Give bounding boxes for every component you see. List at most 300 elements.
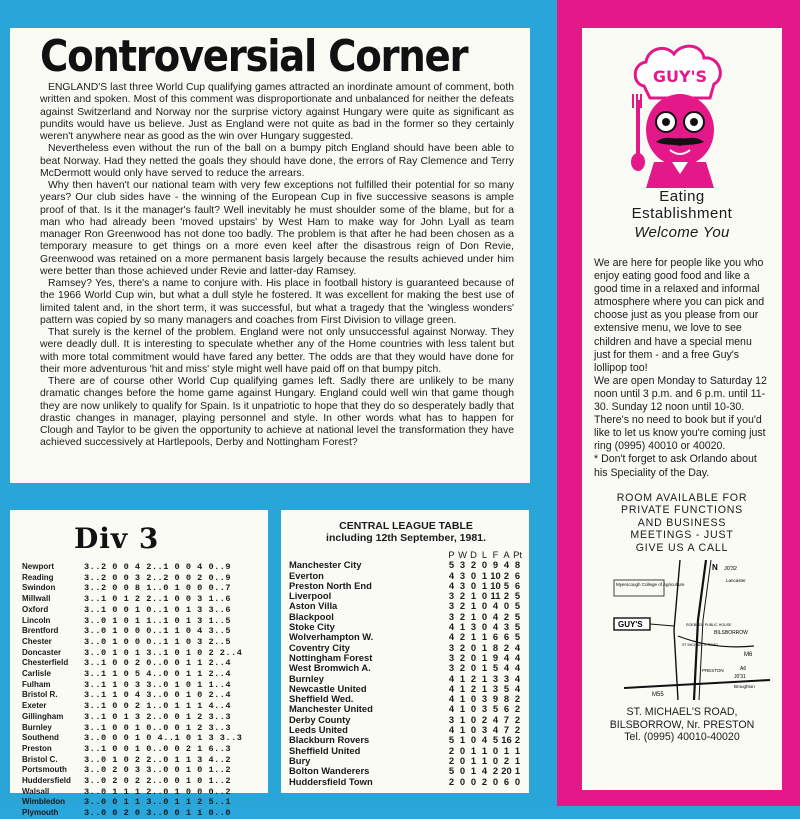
table-cell: 0 [492, 744, 499, 756]
table-cell: 2 [514, 734, 521, 746]
table-cell: 2 [459, 590, 466, 602]
article-body [40, 82, 514, 450]
table-cell: 1 [470, 610, 477, 622]
div3-row [22, 776, 260, 787]
table-cell: 2 [503, 590, 510, 602]
div3-stats: 3..0 2 0 3 3..0 0 1 0 1..2 [84, 765, 232, 776]
table-cell: 2 [448, 754, 455, 766]
div3-team: Preston [22, 743, 52, 753]
table-cell: 5 [492, 662, 499, 674]
table-row [289, 663, 523, 673]
team-name: Aston Villa [289, 600, 338, 612]
table-cell: 1 [481, 754, 488, 766]
div3-stats: 3..1 0 0 1 0..1 0 1 3 3..6 [84, 604, 232, 615]
central-league-grid [289, 550, 523, 787]
column-header: F [492, 549, 499, 560]
div3-row [22, 680, 260, 691]
div3-stats: 3..0 0 1 1 3..0 1 1 2 5..1 [84, 797, 232, 808]
table-cell: 5 [448, 734, 455, 746]
map-guys-label: GUY'S [618, 620, 643, 630]
map-m55-label: M55 [652, 692, 664, 699]
table-cell: 16 [501, 734, 512, 746]
table-cell: 2 [448, 744, 455, 756]
central-league-table [281, 510, 529, 793]
article-headline: Controversial Corner [40, 31, 468, 82]
table-cell: 5 [448, 765, 455, 777]
table-cell: 3 [503, 672, 510, 684]
room-line: PRIVATE FUNCTIONS [620, 504, 744, 517]
table-cell: 4 [492, 724, 499, 736]
table-cell: 4 [448, 579, 455, 591]
table-cell: 2 [470, 682, 477, 694]
team-name: Sheffield Wed. [289, 693, 354, 705]
team-name: Stoke City [289, 621, 335, 633]
table-cell: 10 [490, 569, 501, 581]
article-panel [10, 28, 530, 483]
room-line: ROOM AVAILABLE FOR [616, 491, 748, 504]
table-cell: 9 [492, 693, 499, 705]
guys-advert [582, 28, 782, 790]
table-cell: 5 [514, 590, 521, 602]
logo-text: GUY'S [652, 67, 708, 86]
table-cell: 4 [448, 693, 455, 705]
table-cell: 5 [448, 559, 455, 571]
team-name: Manchester City [289, 559, 362, 571]
article-paragraph: That surely is the kernel of the problem. England were not only unsuccessful against Norway. They were deadly dull. It is interesting to speculate whether any of the Home countries with less talent but with more total commitment would have fared any better. The odds are that they would have done for their more adventurous 'hit and miss' style might well have paid off on that bumpy pitch. [40, 327, 514, 375]
central-league-title-line2: including 12th September, 1981. [326, 532, 486, 544]
team-name: Leeds United [289, 724, 348, 736]
table-cell: 5 [503, 579, 510, 591]
table-cell: 3 [470, 621, 477, 633]
table-cell: 3 [448, 600, 455, 612]
div3-team: Bristol R. [22, 690, 58, 700]
table-cell: 4 [448, 569, 455, 581]
table-cell: 3 [448, 662, 455, 674]
table-row [289, 777, 523, 787]
table-cell: 0 [481, 559, 488, 571]
table-cell: 0 [459, 765, 466, 777]
div3-stats: 3..1 1 0 5 4..0 0 1 1 2..4 [84, 669, 232, 680]
div3-row [22, 658, 260, 669]
div3-title: Div 3 [74, 522, 160, 555]
map-lancaster: Lancaster [726, 578, 746, 584]
central-league-title [289, 520, 523, 544]
table-cell: 1 [481, 682, 488, 694]
table-cell: 1 [470, 754, 477, 766]
table-cell: 1 [514, 754, 521, 766]
map-a6-label: A6 [740, 666, 747, 673]
div3-stats: 3..0 1 1 1 2..0 1 0 0 0..2 [84, 786, 232, 797]
table-cell: 1 [503, 744, 510, 756]
map-bilsborrow: BILSBORROW [714, 630, 748, 637]
table-cell: 0 [492, 775, 499, 787]
table-cell: 20 [501, 765, 512, 777]
div3-stats: 3..1 0 0 1 0..0 0 2 1 6..3 [84, 743, 232, 754]
table-cell: 0 [492, 754, 499, 766]
table-cell: 4 [492, 600, 499, 612]
div3-team: Portsmouth [22, 765, 67, 775]
table-cell: 2 [514, 724, 521, 736]
table-cell: 4 [448, 703, 455, 715]
team-name: Wolverhampton W. [289, 631, 374, 643]
table-cell: 3 [448, 651, 455, 663]
div3-row [22, 723, 260, 734]
table-cell: 4 [503, 651, 510, 663]
table-cell: 3 [448, 713, 455, 725]
table-cell: 4 [503, 559, 510, 571]
div3-stats: 3..2 0 0 3 2..2 0 0 2 0..9 [84, 572, 232, 583]
address-line: BILSBORROW, Nr. PRESTON [609, 718, 755, 731]
column-header: L [481, 549, 488, 560]
div3-row [22, 594, 260, 605]
table-cell: 2 [481, 713, 488, 725]
guys-logo [594, 38, 770, 188]
table-cell: 3 [459, 559, 466, 571]
room-available [594, 492, 770, 555]
table-row [289, 560, 523, 570]
table-cell: 2 [503, 641, 510, 653]
table-cell: 1 [481, 579, 488, 591]
table-cell: 2 [470, 559, 477, 571]
table-cell: 1 [481, 651, 488, 663]
div3-row [22, 755, 260, 766]
table-cell: 0 [481, 590, 488, 602]
table-cell: 0 [470, 703, 477, 715]
table-cell: 0 [470, 651, 477, 663]
table-cell: 1 [481, 641, 488, 653]
div3-rows [22, 562, 260, 819]
div3-team: Oxford [22, 604, 49, 614]
table-cell: 1 [459, 724, 466, 736]
table-cell: 0 [459, 754, 466, 766]
div3-stats: 3..1 0 1 3 2..0 0 1 2 3..3 [84, 711, 232, 722]
article-paragraph: Why then haven't our national team with very few exceptions not fulfilled their potential for so many years? Our club sides have - the winning of the European Cup in five successive seasons is ample proof of that. Is it the manager's fault? Well inevitably he must shoulder some of the blame, but for a man who had already been 'moved upstairs' by West Ham to make way for John Lyall as team manager Ron Greenwood has not done too badly. The problem is that after he had been chosen as a temporary measure to get things on a more even keel after the disastrous reign of Don Revie, Greenwood was retained on a more permanent basis largely because the results achieved under him were better than those achieved under Revie and latter-day Ramsey. [40, 180, 514, 277]
table-cell: 2 [514, 693, 521, 705]
table-cell: 7 [503, 724, 510, 736]
div3-team: Chesterfield [22, 658, 69, 668]
table-cell: 2 [514, 703, 521, 715]
address-line: Tel. (0995) 40010-40020 [624, 731, 740, 744]
table-cell: 3 [492, 672, 499, 684]
room-line: MEETINGS - JUST [630, 529, 734, 542]
table-cell: 9 [492, 559, 499, 571]
table-cell: 2 [503, 610, 510, 622]
div3-team: Walsall [22, 786, 50, 796]
table-cell: 0 [470, 713, 477, 725]
table-cell: 2 [514, 713, 521, 725]
table-cell: 1 [470, 600, 477, 612]
div3-stats: 3..0 1 0 0 0..1 1 0 3 2..5 [84, 636, 232, 647]
table-cell: 0 [503, 600, 510, 612]
table-cell: 8 [492, 641, 499, 653]
div3-stats: 3..2 0 0 4 2..1 0 0 4 0..9 [84, 562, 232, 572]
central-league-title-line1: CENTRAL LEAGUE TABLE [339, 520, 473, 532]
table-cell: 0 [470, 662, 477, 674]
table-cell: 1 [514, 765, 521, 777]
table-cell: 1 [459, 693, 466, 705]
advert-body [594, 257, 770, 480]
div3-stats: 3..0 0 2 0 3..0 0 1 1 0..0 [84, 808, 232, 819]
table-cell: 3 [459, 579, 466, 591]
table-cell: 1 [459, 621, 466, 633]
div3-team: Plymouth [22, 808, 59, 818]
table-cell: 1 [470, 744, 477, 756]
div3-row [22, 562, 260, 573]
table-cell: 6 [492, 631, 499, 643]
div3-stats: 3..0 1 0 1 3..1 0 1 0 2 2..4 [84, 647, 243, 658]
map-roebuck: ROEBUCK PUBLIC HOUSE [686, 623, 732, 628]
div3-team: Huddersfield [22, 776, 71, 786]
table-cell: 4 [448, 724, 455, 736]
advert-paragraph: There's no need to book but if you'd like to let us know you're coming just ring (0995) 40010 or 40020. [594, 414, 766, 453]
table-cell: 4 [448, 631, 455, 643]
team-name: Bury [289, 754, 311, 766]
div3-stats: 3..1 0 0 1 0..0 0 1 2 3..3 [84, 722, 232, 733]
div3-stats: 3..0 1 0 2 2..0 1 1 3 4..2 [84, 754, 232, 765]
table-cell: 4 [481, 765, 488, 777]
table-cell: 1 [459, 672, 466, 684]
div3-team: Burnley [22, 722, 52, 732]
team-name: Derby County [289, 713, 351, 725]
div3-team: Wimbledon [22, 797, 66, 807]
table-cell: 2 [459, 641, 466, 653]
map-graphic [594, 560, 770, 700]
table-cell: 1 [481, 569, 488, 581]
div3-stats: 3..0 2 0 2 2..0 0 1 0 1..2 [84, 776, 232, 787]
table-cell: 4 [514, 662, 521, 674]
table-cell: 4 [448, 621, 455, 633]
table-cell: 2 [459, 600, 466, 612]
table-cell: 3 [492, 682, 499, 694]
column-header: P [448, 549, 455, 560]
div3-stats: 3..0 1 0 0 0..1 1 0 4 3..5 [84, 626, 232, 637]
div3-row [22, 712, 260, 723]
article-paragraph: Ramsey? Yes, there's a name to conjure with. His place in football history is guaranteed because of the 1966 World Cup win, but what a dull style he fostered. It was excellent for making the best use of limited talent and, in the short term, it was successful, but what a tragedy that the 'wingless wonders' pattern was copied by so many managers and coaches from First Division to village green. [40, 278, 514, 326]
div3-stats: 3..1 0 0 2 1..0 1 1 1 4..4 [84, 701, 232, 712]
table-cell: 1 [481, 631, 488, 643]
div3-team: Newport [22, 562, 54, 571]
table-cell: 9 [492, 651, 499, 663]
team-name: West Bromwich A. [289, 662, 371, 674]
establishment-label: Establishment [631, 205, 733, 222]
central-league-body [289, 560, 523, 787]
table-cell: 0 [470, 579, 477, 591]
div3-stats: 3..0 1 0 1 1..1 0 1 3 1..5 [84, 615, 232, 626]
table-cell: 3 [448, 641, 455, 653]
table-cell: 5 [514, 610, 521, 622]
table-cell: 1 [470, 765, 477, 777]
table-cell: 4 [514, 641, 521, 653]
div3-stats: 3..1 1 0 4 3..0 0 1 0 2..4 [84, 690, 232, 701]
table-row [289, 766, 523, 776]
team-name: Burnley [289, 672, 324, 684]
table-cell: 1 [514, 744, 521, 756]
table-cell: 0 [481, 600, 488, 612]
table-cell: 4 [492, 610, 499, 622]
advert-paragraph: We are open Monday to Saturday 12 noon until 3 p.m. and 6 p.m. until 11-30. Sunday 12 noon until 10-30. [594, 374, 767, 414]
map-college-label: Myerscough College of Agriculture [616, 582, 685, 588]
table-cell: 4 [492, 713, 499, 725]
table-cell: 0 [459, 775, 466, 787]
table-cell: 3 [459, 569, 466, 581]
div3-team: Doncaster [22, 647, 62, 657]
div3-row [22, 626, 260, 637]
table-cell: 10 [490, 579, 501, 591]
article-paragraph: There are of course other World Cup qualifying games left. Sadly there are unlikely to be many dramatic changes before the home game against Hungary. England could well win that game though they are now unlikely to qualify for Spain. Is it unpatriotic to hope that they do so desperately badly that drastic changes in manager, playing personnel and style. In other words what has to happen for Clough and Taylor to be given the opportunity to achieve at national level the transformation they have achieved successively at Hartlepools, Derby and Nottingham Forest? [40, 376, 514, 449]
div3-stats: 3..2 0 0 8 1..0 1 0 0 0..7 [84, 583, 232, 594]
table-cell: 2 [492, 765, 499, 777]
div3-row [22, 669, 260, 680]
table-cell: 2 [503, 754, 510, 766]
eating-heading [594, 188, 770, 222]
table-cell: 3 [481, 693, 488, 705]
div3-team: Exeter [22, 701, 47, 711]
div3-row [22, 573, 260, 584]
map-junction-31: J0'31 [734, 674, 746, 681]
advert-paragraph: * Don't forget to ask Orlando about his Speciality of the Day. [594, 453, 757, 479]
div3-team: Bristol C. [22, 754, 58, 764]
table-cell: 1 [459, 734, 466, 746]
chef-logo-icon [594, 38, 770, 188]
table-cell: 3 [481, 703, 488, 715]
table-cell: 0 [470, 693, 477, 705]
column-header: Pt [513, 549, 522, 560]
table-cell: 2 [481, 775, 488, 787]
div3-row [22, 808, 260, 819]
address-line: ST. MICHAEL'S ROAD, [626, 706, 738, 719]
team-name: Huddersfield Town [289, 775, 373, 787]
div3-team: Chester [22, 636, 52, 646]
div3-row [22, 583, 260, 594]
table-cell: 4 [481, 734, 488, 746]
table-cell: 2 [459, 662, 466, 674]
map-broughton: Broughton [734, 684, 755, 690]
table-cell: 2 [459, 651, 466, 663]
div3-team: Gillingham [22, 711, 64, 721]
table-cell: 4 [514, 651, 521, 663]
table-cell: 1 [481, 662, 488, 674]
div3-row [22, 733, 260, 744]
table-cell: 3 [481, 724, 488, 736]
div3-team: Fulham [22, 679, 51, 689]
table-cell: 2 [459, 631, 466, 643]
advert-paragraph: We are here for people like you who enjoy eating good food and like a good time in a relaxed and informal atmosphere where you can pick and choose just as you please from our extensive menu, we love to see children and have a special menu just for them - and a free Guy's lollipop too! [594, 257, 765, 374]
div3-team: Swindon [22, 583, 56, 593]
table-cell: 1 [459, 682, 466, 694]
div3-stats: 3..1 1 0 3 3..0 1 0 1 1..4 [84, 679, 232, 690]
table-cell: 5 [492, 734, 499, 746]
table-cell: 1 [459, 703, 466, 715]
table-cell: 6 [503, 775, 510, 787]
div3-stats: 3..1 0 0 2 0..0 0 1 1 2..4 [84, 658, 232, 669]
div3-row [22, 605, 260, 616]
address-block [594, 706, 770, 744]
table-cell: 11 [490, 590, 501, 602]
div3-row [22, 690, 260, 701]
table-cell: 6 [514, 579, 521, 591]
table-cell: 0 [514, 775, 521, 787]
table-cell: 7 [503, 713, 510, 725]
div3-team: Southend [22, 733, 59, 743]
table-cell: 1 [470, 590, 477, 602]
team-name: Preston North End [289, 579, 372, 591]
map-north-label: N [712, 563, 718, 573]
table-cell: 0 [470, 734, 477, 746]
table-cell: 0 [470, 775, 477, 787]
team-name: Nottingham Forest [289, 651, 373, 663]
div3-row [22, 744, 260, 755]
div3-stats: 3..0 0 0 1 0 4..1 0 1 3 3..3 [84, 733, 243, 744]
table-cell: 8 [503, 693, 510, 705]
table-cell: 6 [503, 703, 510, 715]
div3-stats: 3..1 0 1 2 2..1 0 0 3 1..6 [84, 594, 232, 605]
table-cell: 0 [481, 610, 488, 622]
div3-team: Millwall [22, 594, 51, 604]
table-cell: 1 [481, 744, 488, 756]
table-cell: 0 [481, 621, 488, 633]
table-cell: 5 [514, 621, 521, 633]
eating-label: Eating [659, 188, 705, 205]
div3-row [22, 765, 260, 776]
table-cell: 6 [503, 631, 510, 643]
div3-row [22, 637, 260, 648]
table-cell: 5 [492, 703, 499, 715]
table-cell: 1 [481, 672, 488, 684]
map-preston-label: PRESTON [702, 668, 724, 674]
map-m6-label: M6 [744, 652, 753, 659]
div3-row [22, 797, 260, 808]
team-name: Coventry City [289, 641, 350, 653]
table-cell: 0 [470, 569, 477, 581]
table-cell: 2 [470, 672, 477, 684]
room-line: AND BUSINESS [637, 516, 727, 529]
team-name: Blackburn Rovers [289, 734, 370, 746]
table-cell: 8 [514, 559, 521, 571]
team-name: Sheffield United [289, 744, 361, 756]
div3-row [22, 701, 260, 712]
table-cell: 5 [514, 600, 521, 612]
table-cell: 1 [459, 713, 466, 725]
article-paragraph: ENGLAND'S last three World Cup qualifying games attracted an inordinate amount of comment, both written and spoken. Most of this comment was disproportionate and unbalanced for neither the defeats against Switzerland and Norway nor the surprise victory against Hungary were quite as significant as pundits would have us believe. Just as England were not quite as bad in the former so they certainly weren't anywhere near as good as the win over Hungary suggested. [40, 82, 514, 142]
div3-row [22, 616, 260, 627]
team-name: Liverpool [289, 590, 332, 602]
team-name: Manchester United [289, 703, 373, 715]
table-cell: 3 [448, 610, 455, 622]
div3-table [10, 510, 268, 819]
table-row [289, 746, 523, 756]
div3-row [22, 648, 260, 659]
table-cell: 4 [514, 682, 521, 694]
div3-row [22, 787, 260, 798]
location-map [594, 560, 770, 700]
team-name: Everton [289, 569, 324, 581]
team-name: Newcastle United [289, 682, 367, 694]
table-cell: 2 [503, 569, 510, 581]
column-header: W [458, 549, 467, 560]
div3-team: Brentford [22, 626, 59, 636]
div3-team: Reading [22, 572, 54, 582]
column-header: D [470, 549, 477, 560]
column-header: A [503, 549, 510, 560]
div3-team: Carlisle [22, 669, 51, 679]
table-cell: 3 [448, 590, 455, 602]
table-cell: 5 [503, 682, 510, 694]
table-cell: 0 [459, 744, 466, 756]
table-cell: 3 [503, 621, 510, 633]
table-cell: 2 [459, 610, 466, 622]
team-name: Blackpool [289, 610, 334, 622]
article-paragraph: Nevertheless even without the run of the ball on a bumpy pitch England should have been able to beat Norway. Had they netted the goals they should have done, the errors of Ray Clemence and Terry McDermott would only have served to reduce the arrears. [40, 143, 514, 179]
